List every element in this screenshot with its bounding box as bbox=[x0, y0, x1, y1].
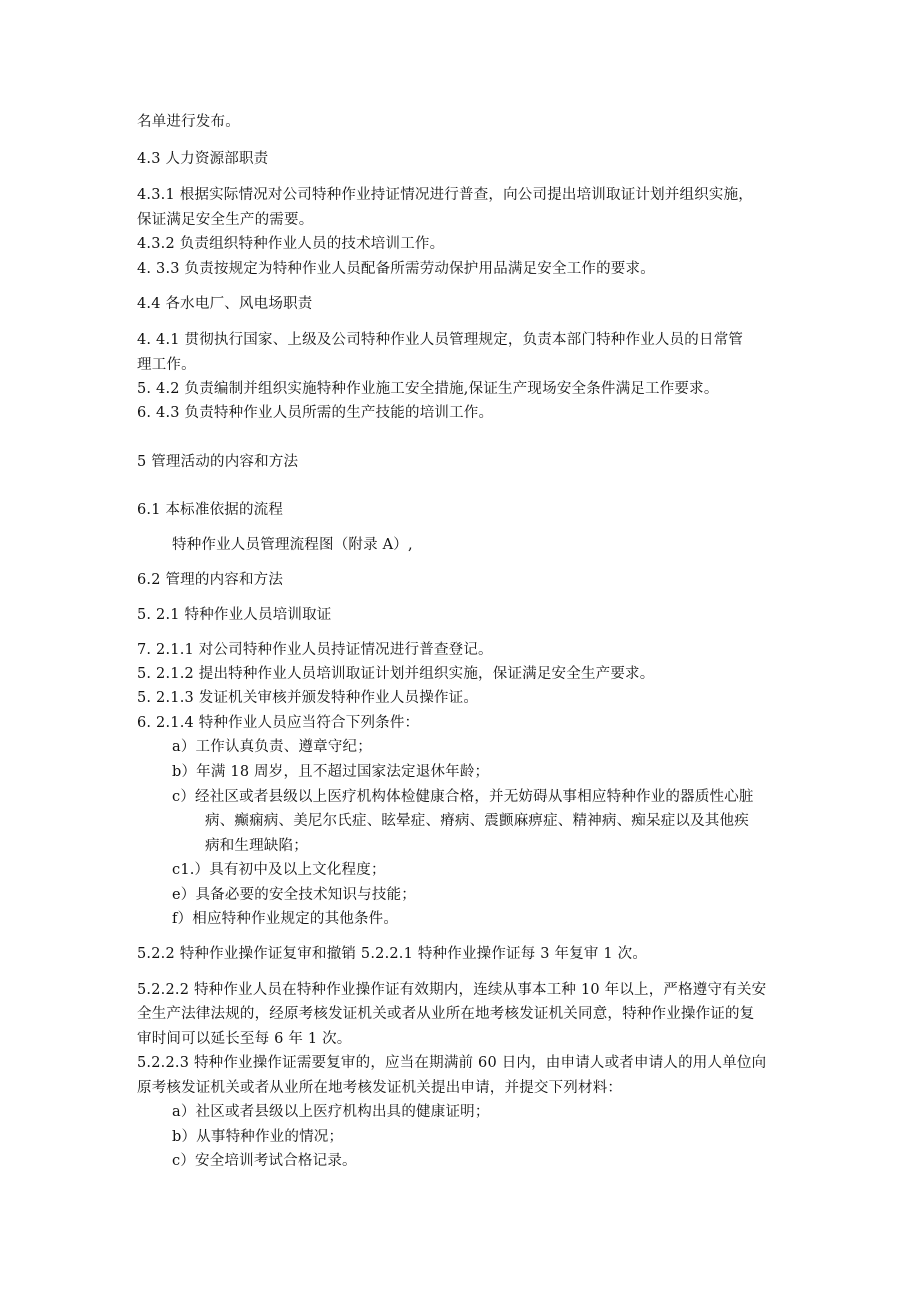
text-line-2-1-4: 6. 2.1.4 特种作业人员应当符合下列条件： bbox=[137, 715, 420, 731]
text-line-5-2-2-3: 5.2.2.3 特种作业操作证需要复审的，应当在期满前 60 日内，由申请人或者申请人的用人单位向 bbox=[137, 1055, 767, 1071]
text-line-2-1-2: 5. 2.1.2 提出特种作业人员培训取证计划并组织实施，保证满足安全生产要求。 bbox=[137, 666, 655, 682]
text-line-4-3-1-cont: 保证满足安全生产的需要。 bbox=[137, 212, 314, 228]
text-line-4-4-2: 5. 4.2 负责编制并组织实施特种作业施工安全措施,保证生产现场安全条件满足工作要求。 bbox=[137, 381, 719, 397]
list-item-b: b）年满 18 周岁，且不超过国家法定退休年龄； bbox=[172, 764, 490, 780]
list-item-d: c1.）具有初中及以上文化程度； bbox=[172, 862, 386, 878]
list-item-a: a）工作认真负责、遵章守纪； bbox=[172, 739, 372, 755]
text-line-5-2-2: 5.2.2 特种作业操作证复审和撤销 5.2.2.1 特种作业操作证每 3 年复审 1 次。 bbox=[137, 946, 648, 962]
material-item-b: b）从事特种作业的情况； bbox=[172, 1129, 344, 1145]
text-line-4-4-1-cont: 理工作。 bbox=[137, 357, 196, 373]
heading-6-1: 6.1 本标准依据的流程 bbox=[137, 502, 284, 518]
list-item-c: c）经社区或者县级以上医疗机构体检健康合格，并无妨碍从事相应特种作业的器质性心脏 bbox=[172, 789, 754, 805]
text-line-5-2-2-2: 5.2.2.2 特种作业人员在特种作业操作证有效期内，连续从事本工种 10 年以上，严格遵守有关安 bbox=[137, 982, 767, 998]
text-line-5-2-2-2-cont-2: 审时间可以延长至每 6 年 1 次。 bbox=[137, 1031, 352, 1047]
list-item-c-cont-2: 病和生理缺陷； bbox=[205, 838, 308, 854]
text-line-5-2-2-2-cont-1: 全生产法律法规的，经原考核发证机关或者从业所在地考核发证机关同意，特种作业操作证的复 bbox=[137, 1006, 755, 1022]
text-line-5-2-2-3-cont: 原考核发证机关或者从业所在地考核发证机关提出申请，并提交下列材料： bbox=[137, 1080, 623, 1096]
text-line-4-4-3: 6. 4.3 负责特种作业人员所需的生产技能的培训工作。 bbox=[137, 405, 494, 421]
text-line-1: 名单进行发布。 bbox=[137, 114, 240, 130]
heading-4-3: 4.3 人力资源部职责 bbox=[137, 151, 269, 167]
text-line-4-4-1: 4. 4.1 贯彻执行国家、上级及公司特种作业人员管理规定，负责本部门特种作业人员的日常管 bbox=[137, 332, 744, 348]
text-line-4-3-3: 4. 3.3 负责按规定为特种作业人员配备所需劳动保护用品满足安全工作的要求。 bbox=[137, 261, 655, 277]
text-line-flowchart-ref: 特种作业人员管理流程图（附录 A）, bbox=[172, 537, 413, 553]
text-line-4-3-1: 4.3.1 根据实际情况对公司特种作业持证情况进行普查，向公司提出培训取证计划并组织实施， bbox=[137, 187, 753, 203]
list-item-f: f）相应特种作业规定的其他条件。 bbox=[172, 911, 399, 927]
list-item-c-cont-1: 病、癫痫病、美尼尔氏症、眩晕症、瘠病、震颤麻痹症、精神病、痴呆症以及其他疾 bbox=[205, 813, 749, 829]
heading-4-4: 4.4 各水电厂、风电场职责 bbox=[137, 296, 313, 312]
list-item-e: e）具备必要的安全技术知识与技能； bbox=[172, 887, 416, 903]
heading-6-2: 6.2 管理的内容和方法 bbox=[137, 572, 284, 588]
heading-5: 5 管理活动的内容和方法 bbox=[137, 454, 299, 470]
heading-2-1: 5. 2.1 特种作业人员培训取证 bbox=[137, 607, 332, 623]
text-line-2-1-3: 5. 2.1.3 发证机关审核并颁发特种作业人员操作证。 bbox=[137, 690, 479, 706]
text-line-2-1-1: 7. 2.1.1 对公司特种作业人员持证情况进行普查登记。 bbox=[137, 642, 493, 658]
material-item-a: a）社区或者县级以上医疗机构出具的健康证明； bbox=[172, 1104, 490, 1120]
text-line-4-3-2: 4.3.2 负责组织特种作业人员的技术培训工作。 bbox=[137, 236, 445, 252]
material-item-c: c）安全培训考试合格记录。 bbox=[172, 1153, 357, 1169]
